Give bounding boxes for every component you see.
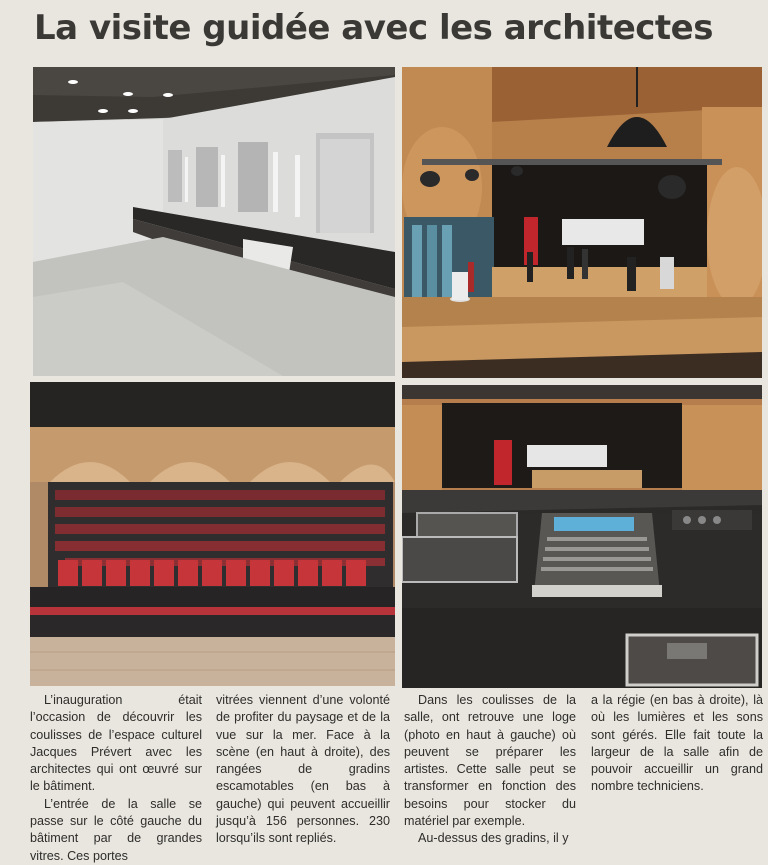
- text-column-2: [216, 692, 390, 848]
- photo-seating: [30, 382, 395, 686]
- text-column-1: [30, 692, 202, 865]
- article-headline: La visite guidée avec les architectes: [34, 8, 713, 48]
- paragraph: Au-dessus des gradins, il y: [418, 831, 569, 846]
- paragraph: Dans les coulisses de la salle, ont retrouve une loge (photo en haut à gauche) où peuvent se préparer les artistes. Cette salle peut se transformer en fonction des besoins pour stocker du matériel par exemple.: [404, 693, 576, 829]
- paragraph: a la régie (en bas à droite), là où les lumières et les sons sont gérés. Elle fait toute la largeur de la salle afin de pouvoir accueillir un grand nombre techniciens.: [591, 693, 763, 794]
- photo-dressing-room: [33, 67, 395, 376]
- photo-stage: [402, 67, 762, 378]
- paragraph: L’inauguration était l’occasion de découvrir les coulisses de l’espace culturel Jacques Prévert avec les architectes qui ont œuvré sur le bâtiment.: [30, 693, 202, 794]
- text-column-4: [591, 692, 763, 796]
- photo-control-room: [402, 385, 762, 688]
- text-column-3: [404, 692, 576, 848]
- paragraph: L’entrée de la salle se passe sur le côté gauche du bâtiment par de grandes vitres. Ces portes: [30, 796, 202, 863]
- paragraph: vitrées viennent d’une volonté de profiter du paysage et de la vue sur la mer. Face à la scène (en haut à droite), des rangées de gradins escamotables (en bas à gauche) qui peuvent accueillir jusqu’à 156 personnes. 230 lorsqu’ils sont repliés.: [216, 693, 390, 846]
